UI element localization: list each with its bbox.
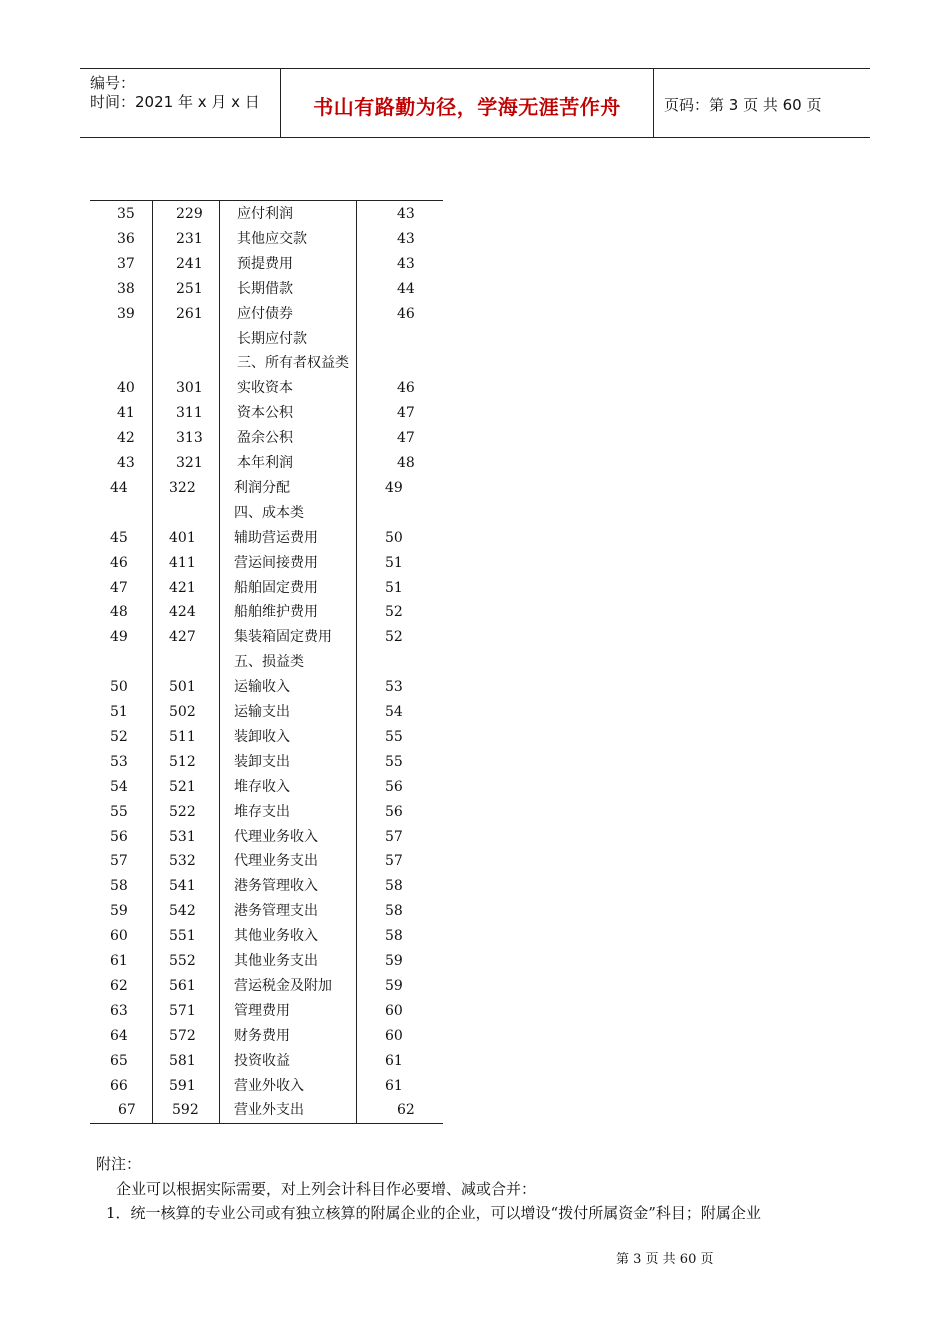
page-ref: 48 [397,455,415,471]
motto-text: 书山有路勤为径，学海无涯苦作舟 [313,95,621,119]
table-row [90,501,443,526]
row-number: 67 [118,1102,136,1119]
table-row [90,526,443,551]
page-ref: 57 [385,828,403,845]
page-ref: 50 [385,529,403,546]
row-number: 50 [110,679,128,696]
page-ref: 44 [397,280,415,297]
page-ref: 58 [385,928,403,945]
header-meta [80,69,281,137]
account-name: 营业外支出 [234,1102,304,1119]
table-row [90,874,443,899]
account-code: 522 [169,803,196,820]
account-code: 592 [172,1102,199,1119]
table-row [90,1074,443,1099]
row-number: 47 [110,579,128,596]
account-code: 229 [176,206,203,222]
row-number: 53 [110,753,128,770]
page-header [80,68,870,138]
row-number: 42 [117,430,135,447]
row-number: 52 [110,728,128,745]
account-code: 321 [176,455,203,471]
page-ref: 49 [385,479,403,496]
row-number: 59 [110,903,128,920]
account-name: 四、成本类 [234,504,304,521]
account-name: 财务费用 [234,1027,290,1044]
account-code: 591 [169,1077,196,1094]
table-row [90,202,443,227]
account-code: 313 [176,430,203,447]
account-name: 应付债券 [237,305,293,322]
page-ref: 46 [397,380,415,397]
account-code: 301 [176,380,203,397]
account-name: 五、损益类 [234,654,304,671]
account-name: 其他业务支出 [234,953,318,969]
row-number: 56 [110,828,128,845]
table-row [90,899,443,924]
page-ref: 47 [397,405,415,422]
account-name: 代理业务收入 [234,828,318,845]
row-number: 57 [110,853,128,870]
row-number: 35 [117,206,135,222]
table-row [90,849,443,874]
row-number: 63 [110,1002,128,1019]
row-number: 37 [117,255,135,272]
account-name: 营运间接费用 [234,554,318,571]
table-row [90,551,443,576]
page-ref: 46 [397,305,415,322]
row-number: 58 [110,878,128,895]
account-code: 571 [169,1002,196,1019]
account-name: 代理业务支出 [234,853,318,870]
account-code: 424 [169,604,196,621]
row-number: 65 [110,1052,128,1069]
account-name: 运输收入 [234,679,290,696]
table-row [90,376,443,401]
account-name: 实收资本 [237,380,293,397]
page-ref: 55 [385,753,403,770]
table-row [90,999,443,1024]
account-code: 561 [169,977,196,994]
row-number: 45 [110,529,128,546]
page-ref: 58 [385,903,403,920]
row-number: 36 [117,230,135,247]
table-row [90,576,443,601]
table-row [90,725,443,750]
account-code: 261 [176,305,203,322]
document-number: 编号： [90,74,136,92]
account-name: 装卸支出 [234,753,290,770]
table-row [90,775,443,800]
row-number: 64 [110,1027,128,1044]
account-name: 船舶维护费用 [234,604,318,621]
account-name: 其他应交款 [237,230,307,247]
account-name: 堆存收入 [234,778,290,795]
table-row [90,650,443,675]
header-page [664,69,821,137]
table-row [90,252,443,277]
row-number: 49 [110,629,128,646]
page-ref: 43 [397,255,415,272]
row-number: 60 [110,928,128,945]
account-name: 盈余公积 [237,430,293,447]
account-code: 541 [169,878,196,895]
account-code: 311 [176,405,203,422]
account-name: 运输支出 [234,704,290,720]
row-number: 39 [117,305,135,322]
account-code: 552 [169,953,196,969]
account-code: 251 [176,280,203,297]
account-name: 应付利润 [237,206,293,222]
account-code: 502 [169,704,196,720]
account-code: 241 [176,255,203,272]
table-row [90,277,443,302]
account-name: 集装箱固定费用 [234,629,332,646]
row-number: 51 [110,704,128,720]
page-ref: 51 [385,579,403,596]
account-name: 营业外收入 [234,1077,304,1094]
account-code: 542 [169,903,196,920]
table-row [90,227,443,252]
notes-line-1: 企业可以根据实际需要，对上列会计科目作必要增、减或合并： [116,1180,537,1198]
page-ref: 43 [397,230,415,247]
account-name: 港务管理支出 [234,903,318,920]
document-date: 时间：2021 年 x 月 x 日 [90,93,260,111]
row-number: 66 [110,1077,128,1094]
row-number: 54 [110,778,128,795]
row-number: 48 [110,604,128,621]
page-ref: 52 [385,604,403,621]
page-ref: 62 [397,1102,415,1119]
account-code: 581 [169,1052,196,1069]
table-row [90,1098,443,1123]
account-code: 532 [169,853,196,870]
page-ref: 60 [385,1027,403,1044]
row-number: 62 [110,977,128,994]
page-ref: 59 [385,977,403,994]
row-number: 46 [110,554,128,571]
account-name: 港务管理收入 [234,878,318,895]
table-row [90,974,443,999]
page-ref: 55 [385,728,403,745]
account-name: 资本公积 [237,405,293,422]
page-ref: 53 [385,679,403,696]
table-row [90,825,443,850]
page-ref: 52 [385,629,403,646]
account-code: 521 [169,778,196,795]
row-number: 43 [117,455,135,471]
page-ref: 56 [385,803,403,820]
account-code: 322 [169,479,196,496]
account-code: 231 [176,230,203,247]
account-name: 本年利润 [237,455,293,471]
page-ref: 47 [397,430,415,447]
account-name: 装卸收入 [234,728,290,745]
table-row [90,401,443,426]
table-row [90,600,443,625]
table-row [90,327,443,352]
page-footer: 第 3 页 共 60 页 [616,1252,714,1267]
table-row [90,800,443,825]
account-name: 辅助营运费用 [234,529,318,546]
page-ref: 43 [397,206,415,222]
account-name: 投资收益 [234,1052,290,1069]
row-number: 55 [110,803,128,820]
account-code: 501 [169,679,196,696]
account-name: 利润分配 [234,479,290,496]
page-ref: 51 [385,554,403,571]
table-row [90,476,443,501]
page-ref: 59 [385,953,403,969]
account-code: 512 [169,753,196,770]
account-name: 其他业务收入 [234,928,318,945]
table-row [90,1024,443,1049]
page-ref: 61 [385,1052,403,1069]
account-name: 长期借款 [237,280,293,297]
table-row [90,949,443,974]
page-ref: 58 [385,878,403,895]
table-row [90,1049,443,1074]
account-table [90,200,443,1124]
table-row [90,302,443,327]
page-number: 页码：第 3 页 共 60 页 [664,96,822,114]
page-ref: 56 [385,778,403,795]
table-row [90,426,443,451]
row-number: 38 [117,280,135,297]
account-code: 421 [169,579,196,596]
table-row [90,625,443,650]
row-number: 40 [117,380,135,397]
table-row [90,675,443,700]
table-row [90,924,443,949]
account-code: 411 [169,554,196,571]
table-row [90,451,443,476]
account-name: 三、所有者权益类 [237,355,349,372]
account-name: 船舶固定费用 [234,579,318,596]
notes-line-2: 1．统一核算的专业公司或有独立核算的附属企业的企业，可以增设“拨付所属资金”科目；附属企业 [106,1204,761,1222]
account-name: 堆存支出 [234,803,290,820]
account-name: 预提费用 [237,255,293,272]
account-code: 511 [169,728,196,745]
account-code: 427 [169,629,196,646]
account-name: 营运税金及附加 [234,977,332,994]
table-row [90,351,443,376]
account-code: 531 [169,828,196,845]
page-ref: 60 [385,1002,403,1019]
page-ref: 57 [385,853,403,870]
notes-title: 附注： [96,1155,142,1173]
row-number: 61 [110,953,128,969]
account-code: 401 [169,529,196,546]
account-name: 管理费用 [234,1002,290,1019]
row-number: 44 [110,479,128,496]
table-row [90,750,443,775]
account-code: 572 [169,1027,196,1044]
row-number: 41 [117,405,135,422]
page-ref: 61 [385,1077,403,1094]
table-row [90,700,443,725]
header-motto [281,69,654,137]
account-code: 551 [169,928,196,945]
account-name: 长期应付款 [237,330,307,347]
page-ref: 54 [385,704,403,720]
